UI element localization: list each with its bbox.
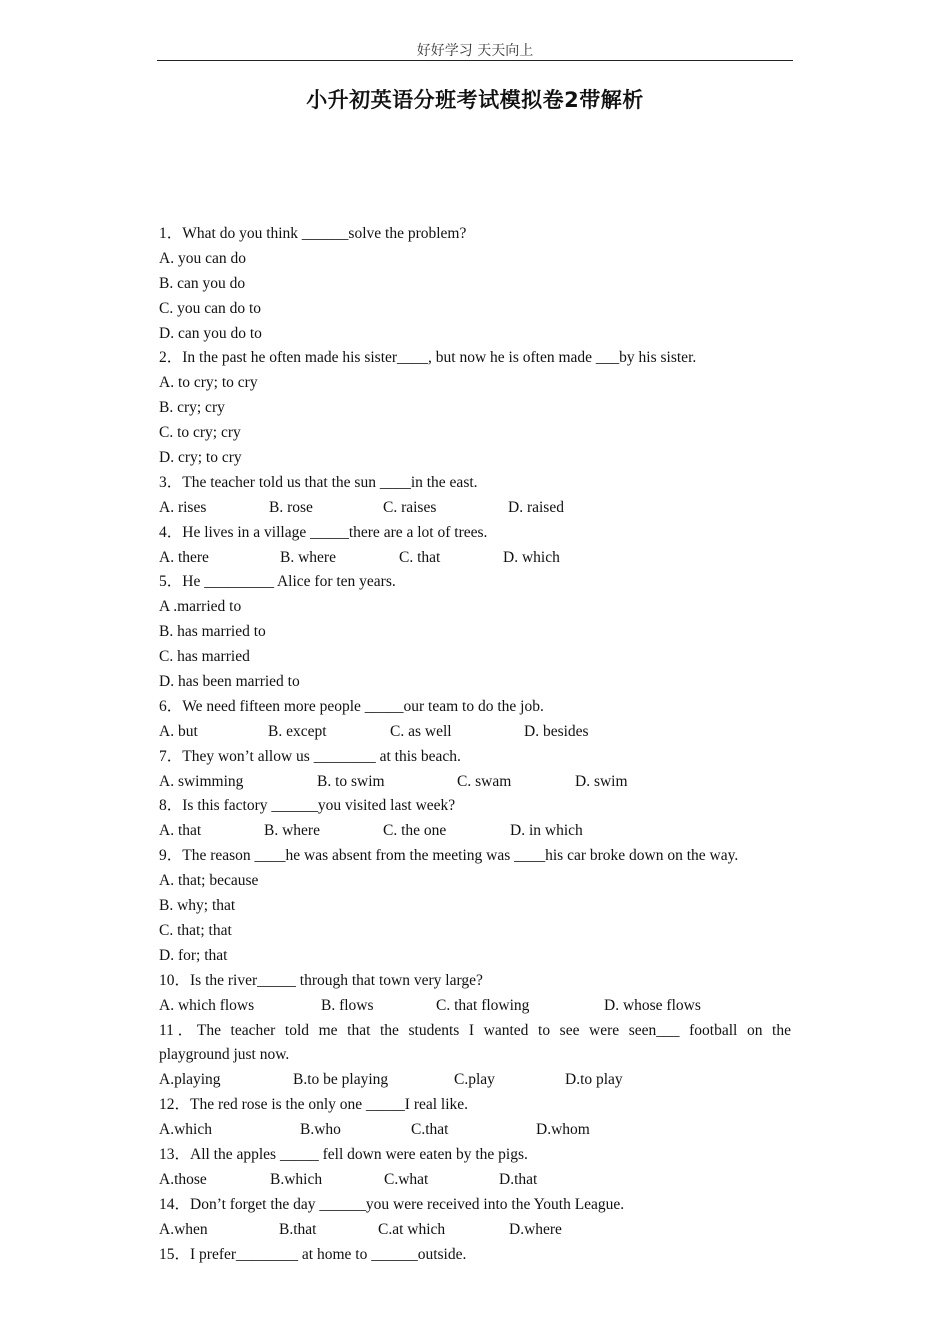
option-row	[159, 770, 791, 795]
question-stem: 8．Is this factory ______you visited last week?	[159, 797, 456, 815]
option: C.what	[384, 1170, 429, 1188]
option: B. why; that	[159, 897, 236, 915]
option: A. to cry; to cry	[159, 374, 258, 392]
option: C. swam	[457, 772, 512, 790]
question-stem: 5．He _________ Alice for ten years.	[159, 573, 396, 591]
option: B.to be playing	[293, 1071, 389, 1089]
option: D.where	[509, 1220, 562, 1238]
question-stem: 9．The reason ____he was absent from the meeting was ____his car broke down on the way.	[159, 847, 739, 865]
option: A .married to	[159, 598, 242, 616]
option: B. to swim	[317, 772, 385, 790]
option-row	[159, 1168, 791, 1193]
option: C. as well	[390, 722, 452, 740]
option: D. whose flows	[604, 996, 701, 1014]
option: D. in which	[510, 822, 583, 840]
option: A.when	[159, 1220, 208, 1238]
option: A.those	[159, 1170, 207, 1188]
option: A.which	[159, 1121, 212, 1139]
option: C. that	[399, 548, 441, 566]
option: C. to cry; cry	[159, 424, 241, 442]
option: B. flows	[321, 996, 374, 1014]
header-divider	[157, 60, 793, 61]
option: D. for; that	[159, 946, 228, 964]
option: A. that; because	[159, 872, 259, 890]
option: C. the one	[383, 822, 447, 840]
question-stem: 4．He lives in a village _____there are a lot of trees.	[159, 523, 488, 541]
option-row	[159, 1068, 791, 1093]
question-stem: 10．Is the river_____ through that town very large?	[159, 971, 483, 989]
option: B.who	[300, 1121, 341, 1139]
option: C.at which	[378, 1220, 446, 1238]
question-stem-continued: playground just now.	[159, 1046, 290, 1064]
option: C.that	[411, 1121, 449, 1139]
option-row	[159, 720, 791, 745]
option-row	[159, 819, 791, 844]
question-stem: 6．We need fifteen more people _____our team to do the job.	[159, 697, 544, 715]
question-stem: 12．The red rose is the only one _____I real like.	[159, 1096, 469, 1114]
option-row	[159, 994, 791, 1019]
question-list	[159, 222, 791, 1267]
option: B. except	[268, 722, 327, 740]
option: D.whom	[536, 1121, 590, 1139]
option: D.that	[499, 1170, 538, 1188]
option: A. that	[159, 822, 202, 840]
option: B.that	[279, 1220, 317, 1238]
page-header: 好好学习 天天向上	[416, 43, 534, 59]
option: C. that; that	[159, 921, 232, 939]
question-stem: 3．The teacher told us that the sun ____in the east.	[159, 473, 478, 491]
option: C. raises	[383, 498, 437, 516]
option: B. where	[280, 548, 336, 566]
option: A. but	[159, 722, 198, 740]
option: D. which	[503, 548, 560, 566]
option: D. besides	[524, 722, 589, 740]
option: B. can you do	[159, 274, 246, 292]
question-stem: 14．Don’t forget the day ______you were received into the Youth League.	[159, 1195, 625, 1213]
option: B.which	[270, 1170, 323, 1188]
option-row	[159, 496, 791, 521]
option: B. where	[264, 822, 320, 840]
option: D. has been married to	[159, 673, 300, 691]
option: C.play	[454, 1071, 495, 1089]
option: C. you can do to	[159, 299, 262, 317]
page-title: 小升初英语分班考试模拟卷2带解析	[306, 88, 644, 112]
option: B. has married to	[159, 623, 266, 641]
option-row	[159, 1118, 791, 1143]
option: B. cry; cry	[159, 399, 225, 417]
option: D. can you do to	[159, 324, 262, 342]
option: A. you can do	[159, 249, 246, 267]
option: B. rose	[269, 498, 313, 516]
option: A. which flows	[159, 996, 255, 1014]
option: D.to play	[565, 1071, 623, 1089]
option: A.playing	[159, 1071, 221, 1089]
option: A. swimming	[159, 772, 244, 790]
question-stem: 1．What do you think ______solve the problem?	[159, 225, 467, 242]
question-stem: 15．I prefer________ at home to ______outside.	[159, 1245, 467, 1263]
option-row	[159, 1218, 791, 1243]
question-stem: 2．In the past he often made his sister____, but now he is often made ___by his sister.	[159, 349, 697, 367]
question-stem: 7．They won’t allow us ________ at this beach.	[159, 747, 461, 765]
question-stem: 13．All the apples _____ fell down were eaten by the pigs.	[159, 1145, 528, 1163]
option: C. that flowing	[436, 996, 530, 1014]
question-stem: 11．The teacher told me that the students I wanted to see were seen___ football on the	[159, 1021, 791, 1039]
option: D. swim	[575, 772, 628, 790]
option-row	[159, 546, 791, 571]
option: A. there	[159, 548, 209, 566]
option: A. rises	[159, 498, 207, 516]
option: D. raised	[508, 498, 564, 516]
option: D. cry; to cry	[159, 449, 242, 467]
option: C. has married	[159, 648, 250, 666]
